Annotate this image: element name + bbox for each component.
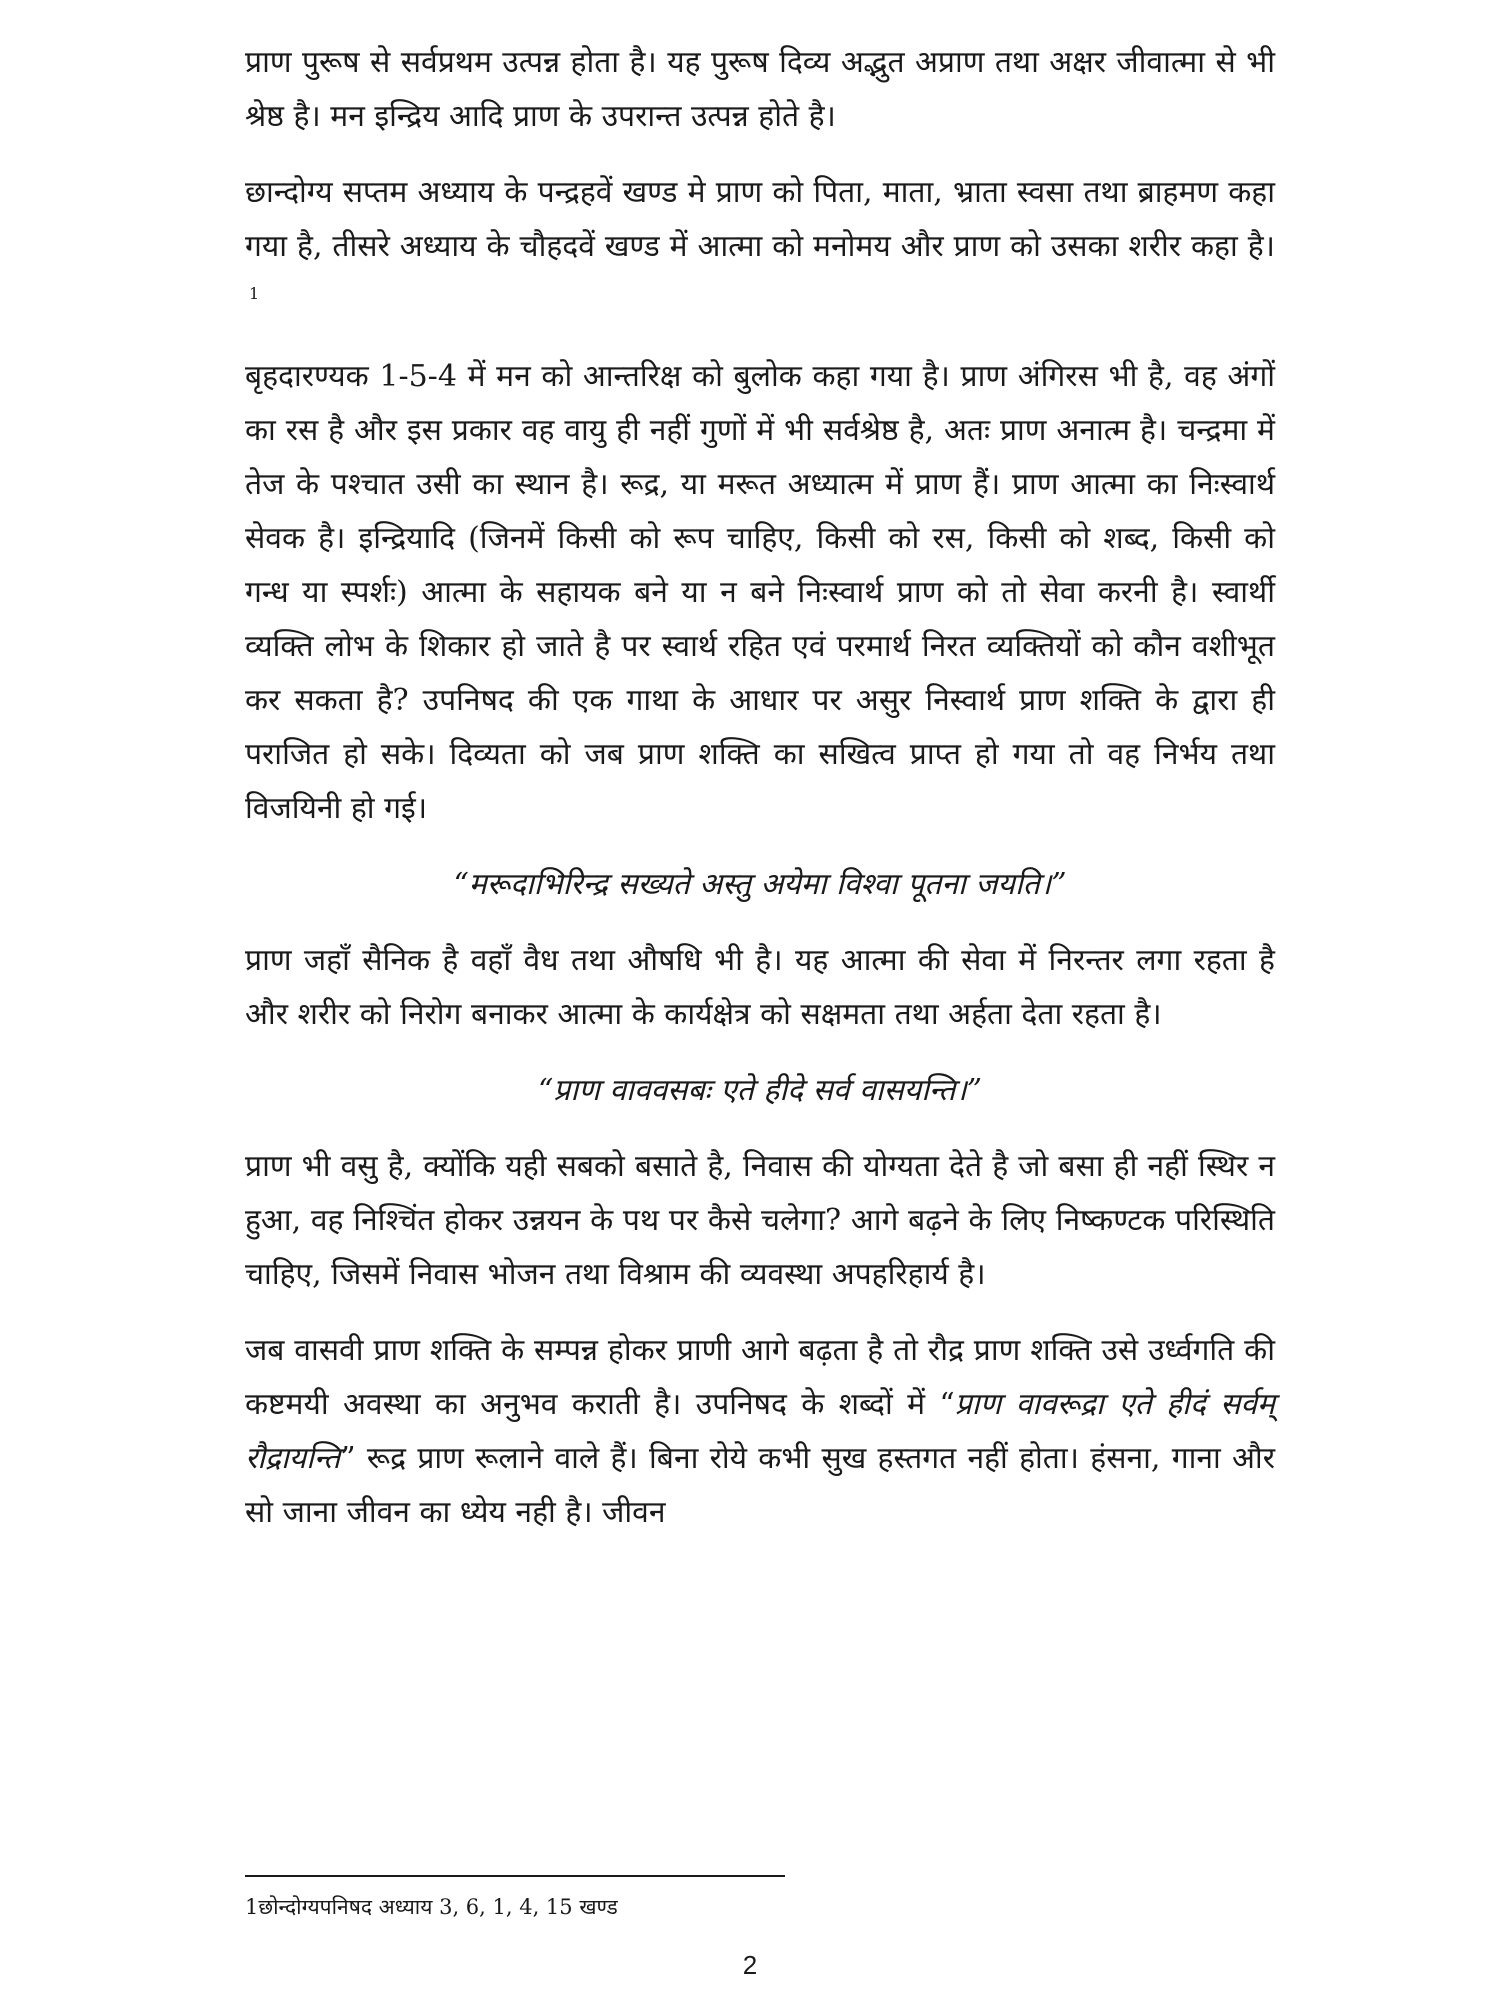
- quote-2: “प्राण वाववसबः एते हीदे सर्व वासयन्ति।”: [537, 1073, 983, 1108]
- page-body: [245, 36, 1275, 1562]
- paragraph-2: [245, 166, 1275, 328]
- footnote-divider: [245, 1875, 785, 1877]
- paragraph-3: बृहदारण्यक 1-5-4 में मन को आन्तरिक्ष को बुलोक कहा गया है। प्राण अंगिरस भी है, वह अंगों का रस है और इस प्रकार वह वायु ही नहीं गुणों में भी सर्वश्रेष्ठ है, अतः प्राण अनात्म है। चन्द्रमा में तेज के पश्चात उसी का स्थान है। रूद्र, या मरूत अध्यात्म में प्राण हैं। प्राण आत्मा का निःस्वार्थ सेवक है। इन्द्रियादि (जिनमें किसी को रूप चाहिए, किसी को रस, किसी को शब्द, किसी को गन्ध या स्पर्शः) आत्मा के सहायक बने या न बने निःस्वार्थ प्राण को तो सेवा करनी है। स्वार्थी व्यक्ति लोभ के शिकार हो जाते है पर स्वार्थ रहित एवं परमार्थ निरत व्यक्तियों को कौन वशीभूत कर सकता है? उपनिषद की एक गाथा के आधार पर असुर निस्वार्थ प्राण शक्ति के द्वारा ही पराजित हो सके। दिव्यता को जब प्राण शक्ति का सखित्व प्राप्त हो गया तो वह निर्भय तथा विजयिनी हो गई।: [245, 359, 1275, 826]
- paragraph-6-end: ” रूद्र प्राण रूलाने वाले हैं। बिना रोये कभी सुख हस्तगत नहीं होता। हंसना, गाना और सो जाना जीवन का ध्येय नही है। जीवन: [245, 1441, 1275, 1530]
- paragraph-6-italic-quote: प्राण वावरूद्रा एते हीदं सर्वम् रौद्रायन्ति: [245, 1387, 1275, 1476]
- quote-1: “मरूदाभिरिन्द्र सख्यते अस्तु अयेमा विश्वा पूतना जयति।”: [453, 867, 1067, 902]
- paragraph-6: [245, 1324, 1275, 1540]
- paragraph-6-start: जब वासवी प्राण शक्ति के सम्पन्न होकर प्राणी आगे बढ़ता है तो रौद्र प्राण शक्ति उसे उर्ध्वगति की कष्टमयी अवस्था का अनुभव कराती है। उपनिषद के शब्दों में “: [245, 1333, 1275, 1422]
- paragraph-2-text: छान्दोग्य सप्तम अध्याय के पन्द्रहवें खण्ड मे प्राण को पिता, माता, भ्राता स्वसा तथा ब्राहमण कहा गया है, तीसरे अध्याय के चौहदवें खण्ड में आत्मा को मनोमय और प्राण को उसका शरीर कहा है।: [245, 175, 1275, 264]
- paragraph-4: प्राण जहाँ सैनिक है वहाँ वैध तथा औषधि भी है। यह आत्मा की सेवा में निरन्तर लगा रहता है और शरीर को निरोग बनाकर आत्मा के कार्यक्षेत्र को सक्षमता तथा अर्हता देता रहता है।: [245, 943, 1275, 1032]
- footnote-reference[interactable]: 1: [249, 284, 260, 303]
- page-number: 2: [742, 1950, 758, 1980]
- paragraph-1: प्राण पुरूष से सर्वप्रथम उत्पन्न होता है। यह पुरूष दिव्य अद्भुत अप्राण तथा अक्षर जीवात्मा से भी श्रेष्ठ है। मन इन्द्रिय आदि प्राण के उपरान्त उत्पन्न होते है।: [245, 45, 1275, 134]
- paragraph-5: प्राण भी वसु है, क्योंकि यही सबको बसाते है, निवास की योग्यता देते है जो बसा ही नहीं स्थिर न हुआ, वह निश्चिंत होकर उन्नयन के पथ पर कैसे चलेगा? आगे बढ़ने के लिए निष्कण्टक परिस्थिति चाहिए, जिसमें निवास भोजन तथा विश्राम की व्यवस्था अपहरिहार्य है।: [245, 1149, 1275, 1292]
- footnote: 1छोन्दोग्यपनिषद अध्याय 3, 6, 1, 4, 15 खण्ड: [245, 1895, 618, 1919]
